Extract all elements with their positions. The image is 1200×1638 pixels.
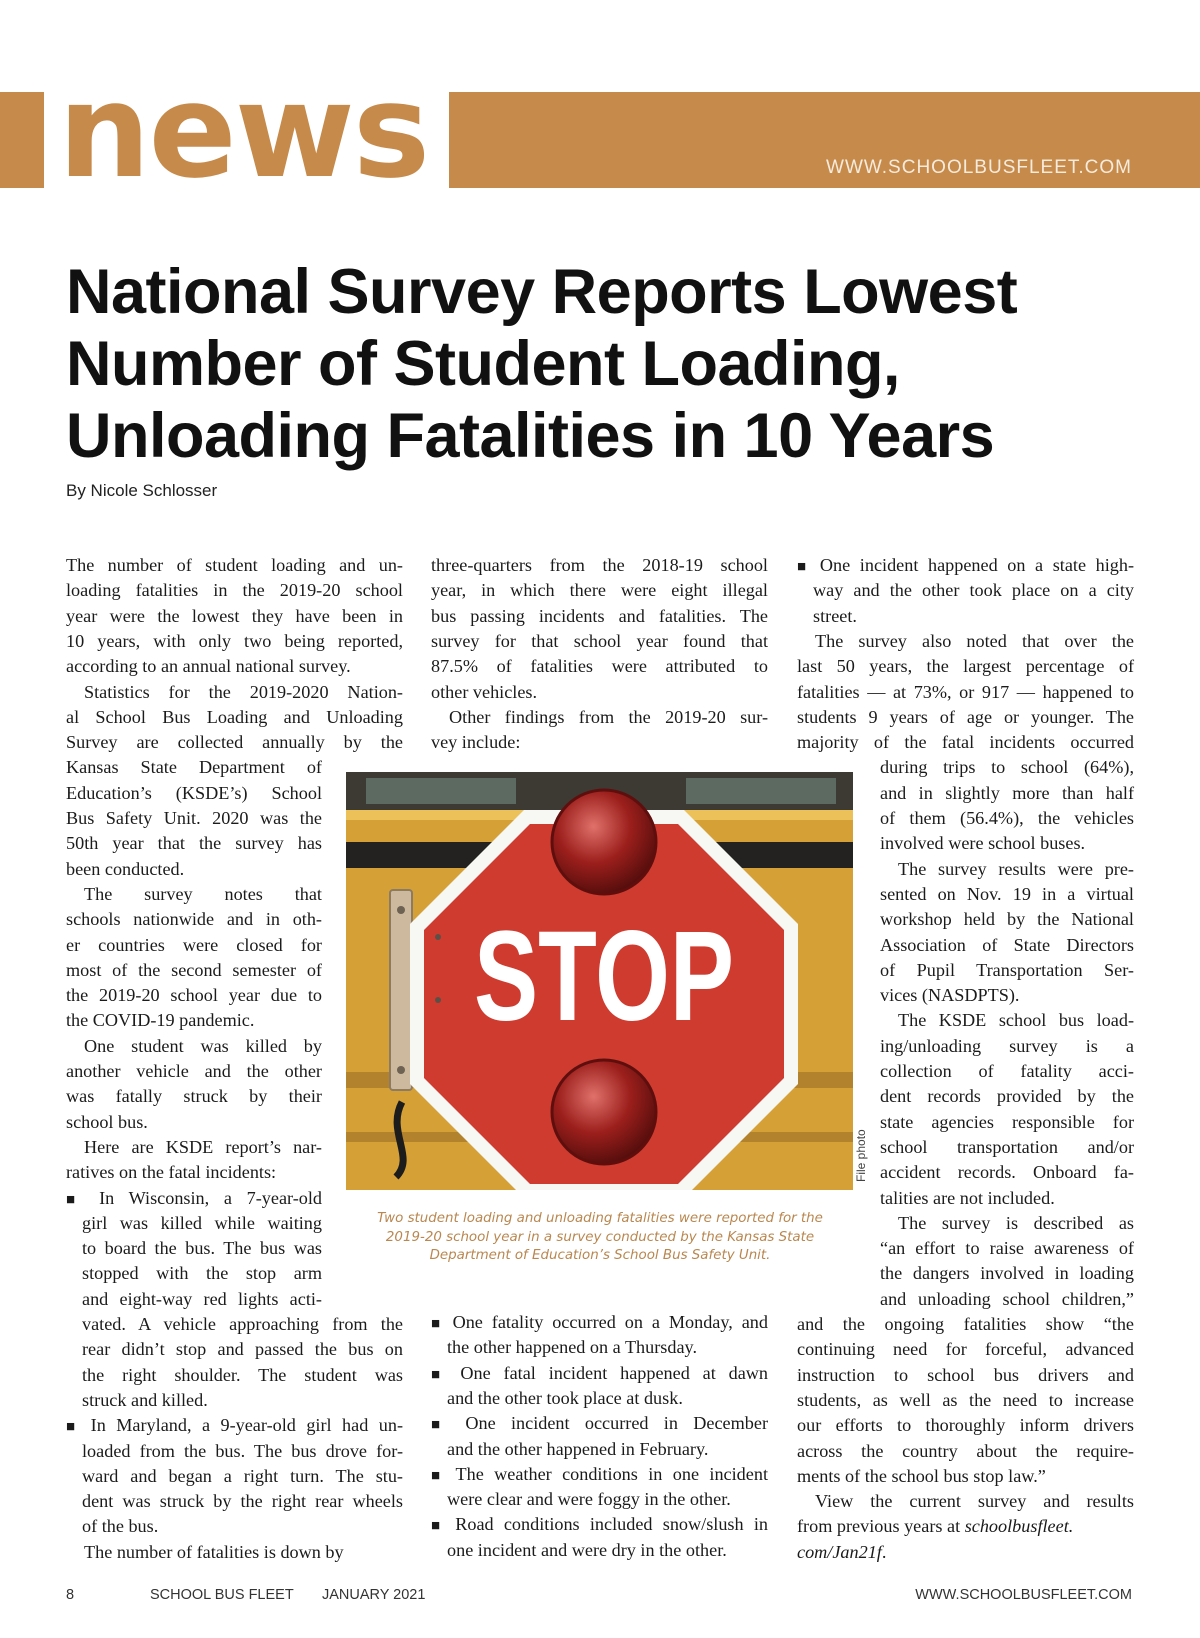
line-text: loaded from the bus. The bus drove for- xyxy=(82,1440,403,1461)
body-line xyxy=(880,1287,1134,1312)
body-line xyxy=(880,831,1134,856)
line-text: and eight-way red lights acti- xyxy=(82,1288,322,1309)
body-line xyxy=(82,1261,322,1286)
bullet-line xyxy=(66,1186,322,1213)
body-line xyxy=(797,1312,1134,1337)
bullet-icon: ■ xyxy=(431,1467,456,1484)
body-line xyxy=(880,1186,1134,1211)
body-line xyxy=(82,1236,322,1261)
body-line xyxy=(880,958,1134,983)
line-text: the other happened on a Thursday. xyxy=(447,1337,697,1358)
survey-link[interactable]: com/Jan21f xyxy=(797,1541,882,1562)
body-line xyxy=(447,1487,768,1512)
body-line xyxy=(880,933,1134,958)
byline: By Nicole Schlosser xyxy=(66,481,218,500)
line-text: Here are KSDE report’s nar- xyxy=(84,1136,322,1157)
line-text: struck and killed. xyxy=(82,1389,208,1410)
line-text: 10 years, with only two being reported, xyxy=(66,630,403,651)
body-line xyxy=(431,629,768,654)
photo-caption: Two student loading and unloading fatalities were reported for the 2019-20 school year in a survey conducted by the Kansas State Department of Education’s School Bus Safety Unit. xyxy=(377,1211,823,1263)
masthead-left-bar xyxy=(0,92,44,188)
body-line xyxy=(66,958,322,983)
body-line xyxy=(66,1059,322,1084)
line-text: the COVID-19 pandemic. xyxy=(66,1010,255,1031)
line-text: sented on Nov. 19 in a virtual xyxy=(880,883,1134,904)
line-text: continuing need for forceful, advanced xyxy=(797,1339,1134,1360)
line-text: ratives on the fatal incidents: xyxy=(66,1162,277,1183)
line-text: year were the lowest they have been in xyxy=(66,605,403,626)
line-text: from previous years at xyxy=(797,1516,961,1537)
body-line xyxy=(880,1034,1134,1059)
bullet-icon: ■ xyxy=(431,1518,456,1535)
line-text: The survey notes that xyxy=(84,883,322,904)
body-line xyxy=(797,1337,1134,1362)
body-line xyxy=(431,680,768,705)
line-text: according to an annual national survey. xyxy=(66,656,351,677)
line-text: year, in which there were eight illegal xyxy=(431,580,768,601)
body-line xyxy=(880,1135,1134,1160)
body-line xyxy=(898,1008,1134,1033)
body-line xyxy=(66,604,403,629)
line-text: was fatally struck by their xyxy=(66,1086,322,1107)
line-text: vices (NASDPTS). xyxy=(880,985,1020,1006)
line-text: school bus. xyxy=(66,1111,148,1132)
line-text: and unloading school children,” xyxy=(880,1288,1134,1309)
body-line xyxy=(797,654,1134,679)
body-line xyxy=(797,1464,1134,1489)
line-text: ward and began a right turn. The stu- xyxy=(82,1465,403,1486)
stop-sign-text: STOP xyxy=(474,905,734,1048)
body-line xyxy=(815,1489,1134,1514)
body-line xyxy=(797,1413,1134,1438)
body-line xyxy=(797,1439,1134,1464)
headline-line: National Survey Reports Lowest xyxy=(66,257,1018,327)
line-text: instruction to school bus drivers and xyxy=(797,1364,1134,1385)
body-line xyxy=(66,1110,322,1135)
body-line xyxy=(880,1236,1134,1261)
line-text: vated. A vehicle approaching from the xyxy=(82,1314,403,1334)
line-text: of Pupil Transportation Ser- xyxy=(880,959,1134,980)
bullet-line xyxy=(431,1310,768,1337)
body-line xyxy=(797,1388,1134,1413)
body-line xyxy=(66,857,322,882)
body-line xyxy=(66,806,322,831)
line-text: were clear and were foggy in the other. xyxy=(447,1489,731,1510)
line-text: The number of fatalities is down by xyxy=(84,1541,344,1562)
line-text: to board the bus. The bus was xyxy=(82,1238,322,1259)
line-text: stopped with the stop arm xyxy=(82,1263,322,1284)
bullet-icon: ■ xyxy=(66,1419,91,1436)
body-line xyxy=(880,1059,1134,1084)
line-text: Road conditions included snow/slush in xyxy=(455,1514,768,1535)
line-text: the right shoulder. The student was xyxy=(82,1364,403,1385)
bullet-line xyxy=(431,1462,768,1489)
line-text: students 9 years of age or younger. The xyxy=(797,706,1134,727)
body-line xyxy=(66,755,322,780)
body-line xyxy=(84,882,322,907)
line-text: during trips to school (64%), xyxy=(880,757,1134,778)
body-line xyxy=(880,1261,1134,1286)
line-text: majority of the fatal incidents occurred xyxy=(797,732,1134,753)
body-line xyxy=(66,1160,322,1185)
line-text: ments of the school bus stop law.” xyxy=(797,1465,1046,1486)
bullet-line xyxy=(431,1411,768,1438)
body-line xyxy=(66,730,403,755)
line-text: The survey results were pre- xyxy=(898,858,1134,879)
line-text: rear didn’t stop and passed the bus on xyxy=(82,1339,403,1360)
bullet-icon: ■ xyxy=(431,1417,466,1434)
line-text: our efforts to thoroughly inform drivers xyxy=(797,1415,1134,1436)
body-line xyxy=(66,553,403,578)
body-line xyxy=(815,629,1134,654)
line-text: another vehicle and the other xyxy=(66,1061,322,1081)
bullet-line xyxy=(66,1413,403,1440)
page-number: 8 xyxy=(66,1587,75,1603)
headline-line: Unloading Fatalities in 10 Years xyxy=(66,401,995,471)
body-line xyxy=(431,553,768,578)
body-line xyxy=(82,1363,403,1388)
body-line xyxy=(84,680,403,705)
body-line xyxy=(82,1489,403,1514)
line-text: involved were school buses. xyxy=(880,833,1086,854)
body-line xyxy=(66,1084,322,1109)
line-text: way and the other took place on a city xyxy=(813,580,1134,601)
line-text: the 2019-20 school year due to xyxy=(66,985,322,1006)
body-line xyxy=(431,578,768,603)
line-text: one incident and were dry in the other. xyxy=(447,1539,727,1560)
line-text: survey for that school year found that xyxy=(431,630,768,651)
body-line xyxy=(880,882,1134,907)
line-text: One incident happened on a state high- xyxy=(819,555,1134,575)
body-line xyxy=(82,1287,322,1312)
line-text: . xyxy=(881,1541,887,1562)
body-line xyxy=(66,983,322,1008)
line-text: In Maryland, a 9-year-old girl had un- xyxy=(90,1415,403,1436)
line-text: other vehicles. xyxy=(431,681,538,702)
body-line xyxy=(82,1464,403,1489)
body-line xyxy=(84,1135,322,1160)
body-line xyxy=(880,907,1134,932)
body-line xyxy=(797,1540,886,1565)
body-line xyxy=(82,1337,403,1362)
line-text: The survey also noted that over the xyxy=(815,630,1134,651)
line-text: Survey are collected annually by the xyxy=(66,732,403,753)
line-text: One incident occurred in December xyxy=(465,1413,768,1434)
line-text: of the bus. xyxy=(82,1516,159,1537)
line-text: dent was struck by the right rear wheels xyxy=(82,1491,403,1512)
line-text: vey include: xyxy=(431,732,521,753)
line-text: of them (56.4%), the vehicles xyxy=(880,808,1134,828)
section-label: news xyxy=(58,55,429,207)
bullet-icon: ■ xyxy=(431,1366,461,1383)
body-line xyxy=(66,654,403,679)
body-line xyxy=(66,781,322,806)
body-line xyxy=(898,857,1134,882)
footer-publication: SCHOOL BUS FLEET xyxy=(150,1587,294,1603)
section-masthead xyxy=(0,55,1200,207)
body-line xyxy=(82,1388,403,1413)
line-text: and in slightly more than half xyxy=(880,782,1134,803)
line-text: One student was killed by xyxy=(84,1035,322,1056)
line-text: Association of State Directors xyxy=(880,934,1134,955)
line-text: 87.5% of fatalities were attributed to xyxy=(431,656,768,677)
footer-issue: JANUARY 2021 xyxy=(322,1587,426,1603)
line-text: bus passing incidents and fatalities. The xyxy=(431,605,768,626)
line-text: ing/unloading survey is a xyxy=(880,1035,1134,1056)
body-line xyxy=(880,806,1134,831)
line-text: dent records provided by the xyxy=(880,1086,1134,1107)
line-text: across the country about the require- xyxy=(797,1440,1134,1461)
body-line xyxy=(84,1540,403,1565)
body-line xyxy=(797,705,1134,730)
body-line xyxy=(797,1363,1134,1388)
line-text: schools nationwide and in oth- xyxy=(66,909,322,930)
line-text: most of the second semester of xyxy=(66,959,322,980)
line-text: The KSDE school bus load- xyxy=(898,1010,1134,1031)
body-line xyxy=(797,680,1134,705)
line-text: View the current survey and results xyxy=(815,1491,1134,1512)
line-text: er countries were closed for xyxy=(66,934,322,955)
line-text: The survey is described as xyxy=(898,1212,1134,1233)
body-line xyxy=(813,604,1134,629)
body-line xyxy=(797,1514,1073,1539)
line-text: state agencies responsible for xyxy=(880,1111,1134,1132)
line-text: 50th year that the survey has xyxy=(66,833,322,854)
body-line xyxy=(82,1439,403,1464)
body-line xyxy=(880,781,1134,806)
body-line xyxy=(66,578,403,603)
stop-sign-photo xyxy=(346,772,853,1190)
body-line xyxy=(898,1211,1134,1236)
body-line xyxy=(447,1335,768,1360)
masthead-url: WWW.SCHOOLBUSFLEET.COM xyxy=(826,157,1132,178)
body-line xyxy=(880,1110,1134,1135)
line-text: workshop held by the National xyxy=(880,909,1134,930)
line-text: collection of fatality acci- xyxy=(880,1061,1134,1081)
line-text: Education’s (KSDE’s) School xyxy=(66,782,322,803)
bullet-line xyxy=(797,553,1134,580)
bullet-icon: ■ xyxy=(431,1316,453,1332)
line-text: Statistics for the 2019-2020 Nation- xyxy=(84,681,403,702)
bullet-icon: ■ xyxy=(797,559,820,575)
body-line xyxy=(82,1312,403,1337)
line-text: The weather conditions in one incident xyxy=(455,1463,768,1484)
line-text: girl was killed while waiting xyxy=(82,1212,322,1233)
body-line xyxy=(447,1538,768,1563)
line-text: been conducted. xyxy=(66,858,185,879)
body-line xyxy=(431,604,768,629)
body-line xyxy=(880,1160,1134,1185)
body-line xyxy=(880,755,1134,780)
survey-link[interactable]: schoolbusfleet. xyxy=(964,1516,1074,1537)
line-text: street. xyxy=(813,605,857,626)
body-line xyxy=(447,1437,768,1462)
body-line xyxy=(797,730,1134,755)
line-text: One fatality occurred on a Monday, and xyxy=(452,1312,768,1332)
body-line xyxy=(66,705,403,730)
body-line xyxy=(449,705,768,730)
line-text: Kansas State Department of xyxy=(66,757,322,778)
line-text: and the ongoing fatalities show “the xyxy=(797,1314,1134,1334)
headline-line: Number of Student Loading, xyxy=(66,329,900,399)
line-text: and the other happened in February. xyxy=(447,1438,709,1459)
body-line xyxy=(82,1514,403,1539)
line-text: One fatal incident happened at dawn xyxy=(460,1362,769,1383)
body-line xyxy=(447,1386,768,1411)
body-line xyxy=(66,1008,322,1033)
photo-credit: File photo xyxy=(854,1129,868,1182)
line-text: students, as well as the need to increase xyxy=(797,1389,1134,1410)
line-text: three-quarters from the 2018-19 school xyxy=(431,555,768,575)
body-line xyxy=(66,933,322,958)
bullet-line xyxy=(431,1512,768,1539)
stop-sign-illustration xyxy=(346,772,853,1190)
body-line xyxy=(431,654,768,679)
article-headline xyxy=(66,256,1166,472)
line-text: last 50 years, the largest percentage of xyxy=(797,656,1134,677)
line-text: In Wisconsin, a 7-year-old xyxy=(99,1187,323,1208)
body-line xyxy=(813,578,1134,603)
body-line xyxy=(66,907,322,932)
line-text: al School Bus Loading and Unloading xyxy=(66,706,403,727)
body-line xyxy=(880,983,1134,1008)
bullet-line xyxy=(431,1361,768,1388)
body-line xyxy=(431,730,768,755)
line-text: loading fatalities in the 2019-20 school xyxy=(66,580,403,601)
line-text: The number of student loading and un- xyxy=(66,555,403,575)
line-text: “an effort to raise awareness of xyxy=(880,1238,1134,1259)
line-text: talities are not included. xyxy=(880,1187,1055,1208)
line-text: and the other took place at dusk. xyxy=(447,1387,683,1408)
bullet-icon: ■ xyxy=(66,1191,100,1208)
line-text: accident records. Onboard fa- xyxy=(880,1162,1134,1183)
line-text: school transportation and/or xyxy=(880,1136,1134,1157)
body-line xyxy=(82,1211,322,1236)
footer-url: WWW.SCHOOLBUSFLEET.COM xyxy=(915,1587,1132,1603)
body-line xyxy=(66,831,322,856)
body-line xyxy=(84,1034,322,1059)
body-line xyxy=(66,629,403,654)
line-text: Other findings from the 2019-20 sur- xyxy=(449,706,768,727)
body-line xyxy=(880,1084,1134,1109)
line-text: Bus Safety Unit. 2020 was the xyxy=(66,808,322,828)
line-text: the dangers involved in loading xyxy=(880,1263,1134,1284)
line-text: fatalities — at 73%, or 917 — happened to xyxy=(797,681,1134,702)
